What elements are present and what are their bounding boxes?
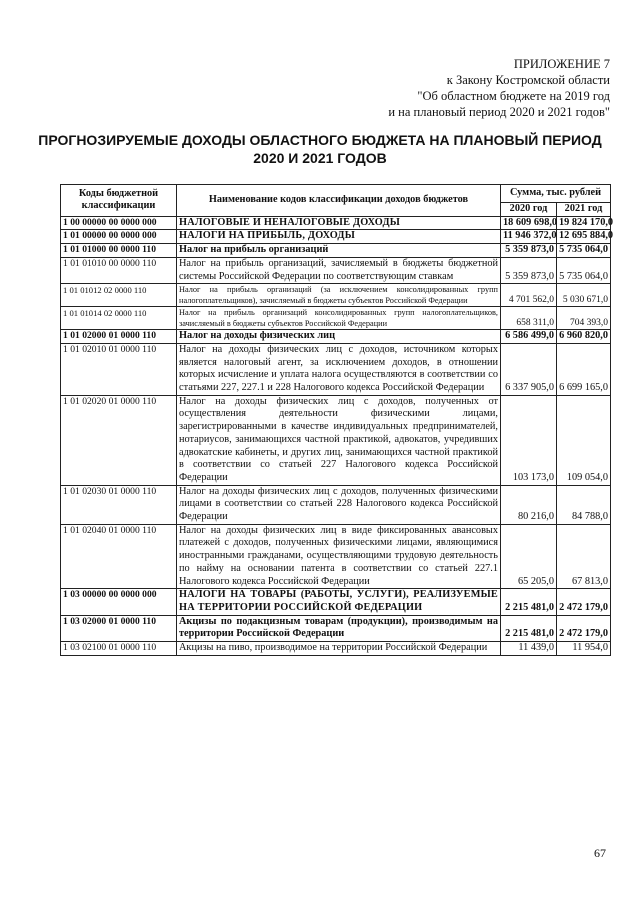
document-title [30, 131, 610, 167]
row-name: Налог на доходы физических лиц с доходов, полученных от осуществления деятельности физическими лицами, зарегистрированными в качестве индивидуальных предпринимателей, нотариусов, занимающихся частной практикой, адвокатов, учредивших адвокатские кабинеты, и других лиц, занимающихся частной практикой в соответствии со статьей 227 Налогового кодекса Российской Федерации [177, 395, 501, 485]
row-name: НАЛОГОВЫЕ И НЕНАЛОГОВЫЕ ДОХОДЫ [177, 216, 501, 230]
table-row [61, 589, 611, 615]
row-2020: 5 359 873,0 [501, 257, 557, 283]
row-2021: 84 788,0 [557, 485, 611, 524]
row-2020: 11 946 372,0 [501, 230, 557, 244]
row-2020: 2 215 481,0 [501, 615, 557, 641]
row-code: 1 01 02040 01 0000 110 [61, 524, 177, 589]
table-row [61, 395, 611, 485]
appendix-header [388, 56, 610, 120]
row-2021: 6 699 165,0 [557, 343, 611, 395]
row-code: 1 01 01012 02 0000 110 [61, 284, 177, 307]
row-2021: 2 472 179,0 [557, 615, 611, 641]
row-2021: 67 813,0 [557, 524, 611, 589]
row-2020: 6 337 905,0 [501, 343, 557, 395]
row-name: Налог на прибыль организаций (за исключением консолидированных групп налогоплательщиков), зачисляемый в бюджеты субъектов Российской Федерации [177, 284, 501, 307]
header-name: Наименование кодов классификации доходов бюджетов [177, 185, 501, 217]
table-row [61, 642, 611, 656]
row-2020: 103 173,0 [501, 395, 557, 485]
table-row [61, 216, 611, 230]
title-line1: ПРОГНОЗИРУЕМЫЕ ДОХОДЫ ОБЛАСТНОГО БЮДЖЕТА НА ПЛАНОВЫЙ ПЕРИОД [38, 132, 602, 148]
row-name: Акцизы по подакцизным товарам (продукции), производимым на территории Российской Федерации [177, 615, 501, 641]
header-2021: 2021 год [557, 203, 611, 217]
row-name: Налог на доходы физических лиц с доходов, полученных физическими лицами в соответствии со статьей 228 Налогового кодекса Российской Федерации [177, 485, 501, 524]
row-code: 1 03 02100 01 0000 110 [61, 642, 177, 656]
law-title-line2: и на плановый период 2020 и 2021 годов" [388, 105, 610, 119]
appendix-label: ПРИЛОЖЕНИЕ 7 [513, 57, 610, 71]
row-code: 1 03 02000 01 0000 110 [61, 615, 177, 641]
row-2021: 2 472 179,0 [557, 589, 611, 615]
row-name: Налог на прибыль организаций консолидированных групп налогоплательщиков, зачисляемый в бюджеты субъектов Российской Федерации [177, 307, 501, 330]
table-row [61, 343, 611, 395]
row-code: 1 01 02010 01 0000 110 [61, 343, 177, 395]
header-sum: Сумма, тыс. рублей [501, 185, 611, 203]
row-code: 1 01 02020 01 0000 110 [61, 395, 177, 485]
table-row [61, 615, 611, 641]
row-2020: 658 311,0 [501, 307, 557, 330]
row-2021: 704 393,0 [557, 307, 611, 330]
row-2021: 19 824 170,0 [557, 216, 611, 230]
table-row [61, 257, 611, 283]
row-code: 1 01 02030 01 0000 110 [61, 485, 177, 524]
law-title-line1: "Об областном бюджете на 2019 год [417, 89, 610, 103]
table-row [61, 284, 611, 307]
row-name: Налог на доходы физических лиц в виде фиксированных авансовых платежей с доходов, полученных физическими лицами, являющимися иностранными гражданами, осуществляющими трудовую деятельность по найму на основании патента в соответствии со статьей 227.1 Налогового кодекса Российской Федерации [177, 524, 501, 589]
row-2021: 5 735 064,0 [557, 257, 611, 283]
table-row [61, 485, 611, 524]
table-row [61, 230, 611, 244]
row-2020: 65 205,0 [501, 524, 557, 589]
row-name: Акцизы на пиво, производимое на территории Российской Федерации [177, 642, 501, 656]
row-2020: 80 216,0 [501, 485, 557, 524]
row-2021: 109 054,0 [557, 395, 611, 485]
row-code: 1 01 00000 00 0000 000 [61, 230, 177, 244]
row-2021: 11 954,0 [557, 642, 611, 656]
row-code: 1 01 01000 00 0000 110 [61, 244, 177, 258]
row-2020: 18 609 698,0 [501, 216, 557, 230]
row-code: 1 01 02000 01 0000 110 [61, 330, 177, 344]
row-2021: 6 960 820,0 [557, 330, 611, 344]
row-2021: 5 030 671,0 [557, 284, 611, 307]
row-code: 1 03 00000 00 0000 000 [61, 589, 177, 615]
table-row [61, 244, 611, 258]
header-code: Коды бюджетной классификации [61, 185, 177, 217]
row-name: Налог на прибыль организаций, зачисляемый в бюджеты бюджетной системы Российской Федерации по соответствующим ставкам [177, 257, 501, 283]
row-code: 1 01 01014 02 0000 110 [61, 307, 177, 330]
revenue-table [60, 184, 614, 656]
table-row [61, 524, 611, 589]
page-number: 67 [594, 846, 606, 860]
row-name: Налог на доходы физических лиц [177, 330, 501, 344]
table-row [61, 307, 611, 330]
row-2020: 4 701 562,0 [501, 284, 557, 307]
title-line2: 2020 И 2021 ГОДОВ [253, 150, 387, 166]
header-2020: 2020 год [501, 203, 557, 217]
table-row [61, 330, 611, 344]
row-2020: 6 586 499,0 [501, 330, 557, 344]
row-2020: 11 439,0 [501, 642, 557, 656]
row-name: НАЛОГИ НА ПРИБЫЛЬ, ДОХОДЫ [177, 230, 501, 244]
row-name: Налог на доходы физических лиц с доходов, источником которых является налоговый агент, за исключением доходов, в отношении которых исчисление и уплата налога осуществляются в соответствии со статьями 227, 227.1 и 228 Налогового кодекса Российской Федерации [177, 343, 501, 395]
law-reference: к Закону Костромской области [446, 73, 610, 87]
row-name: НАЛОГИ НА ТОВАРЫ (РАБОТЫ, УСЛУГИ), РЕАЛИЗУЕМЫЕ НА ТЕРРИТОРИИ РОССИЙСКОЙ ФЕДЕРАЦИИ [177, 589, 501, 615]
row-name: Налог на прибыль организаций [177, 244, 501, 258]
row-code: 1 00 00000 00 0000 000 [61, 216, 177, 230]
row-2021: 5 735 064,0 [557, 244, 611, 258]
row-code: 1 01 01010 00 0000 110 [61, 257, 177, 283]
row-2021: 12 695 884,0 [557, 230, 611, 244]
row-2020: 5 359 873,0 [501, 244, 557, 258]
row-2020: 2 215 481,0 [501, 589, 557, 615]
